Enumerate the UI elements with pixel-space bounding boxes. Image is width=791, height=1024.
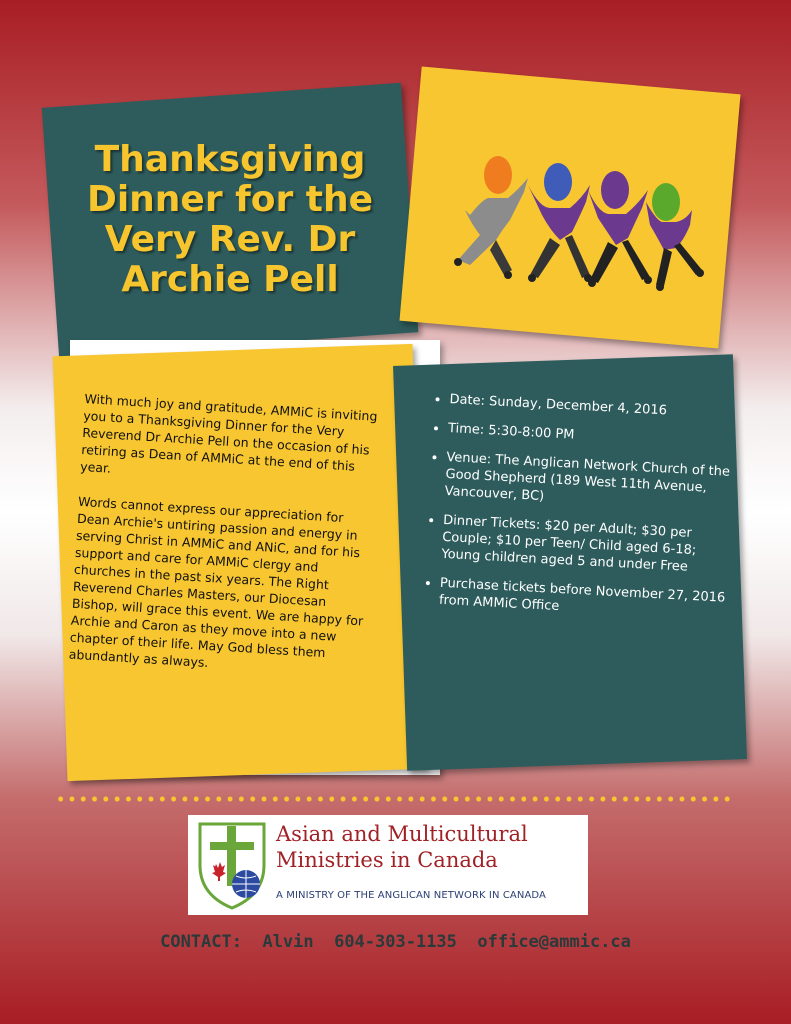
event-details-list <box>418 390 740 636</box>
dancer-1 <box>454 156 528 279</box>
detail-tickets: • Dinner Tickets: $20 per Adult; $30 per Couple; $10 per Teen/ Child aged 6-18; Young children aged 5 and under Free <box>441 512 733 578</box>
invitation-text <box>67 390 384 699</box>
dancer-2 <box>528 163 592 282</box>
organization-logo <box>188 815 588 915</box>
contact-info: CONTACT: Alvin 604-303-1135 office@ammic.ca <box>160 932 631 952</box>
dancing-people-illustration <box>410 80 730 335</box>
globe-icon <box>232 870 260 898</box>
dancer-4 <box>646 183 704 291</box>
title-panel <box>42 83 419 358</box>
event-title: Thanksgiving Dinner for the Very Rev. Dr Archie Pell <box>86 139 374 300</box>
detail-date: • Date: Sunday, December 4, 2016 <box>449 391 739 423</box>
invitation-paragraph-1: With much joy and gratitude, AMMiC is inviting you to a Thanksgiving Dinner for the Very Reverend Dr Archie Pell on the occasion of his retiring as Dean of AMMiC at the end of this year. <box>79 390 378 476</box>
invitation-paragraph-2: Words cannot express our appreciation for Dean Archie's untiring passion and energy in serving Christ in AMMiC and ANiC, and for his support and care for AMMiC clergy and churches in the past six years. The Right Reverend Charles Masters, our Diocesan Bishop, will grace this event. We are happy for Archie and Caron as they move into a new chapter of their life. May God bless them abundantly as always. <box>68 493 364 671</box>
dancer-3 <box>588 171 652 287</box>
dotted-divider <box>55 796 735 802</box>
detail-time: • Time: 5:30-8:00 PM <box>448 420 738 452</box>
ammic-shield-logo <box>196 820 268 910</box>
organization-tagline: A MINISTRY OF THE ANGLICAN NETWORK IN CANADA <box>276 890 546 901</box>
illustration-panel <box>399 67 740 349</box>
organization-name: Asian and Multicultural Ministries in Canada <box>276 822 528 872</box>
detail-purchase: • Purchase tickets before November 27, 2016 from AMMiC Office <box>439 575 730 624</box>
detail-venue: • Venue: The Anglican Network Church of the Good Shepherd (189 West 11th Avenue, Vancouver, BC) <box>444 449 736 515</box>
